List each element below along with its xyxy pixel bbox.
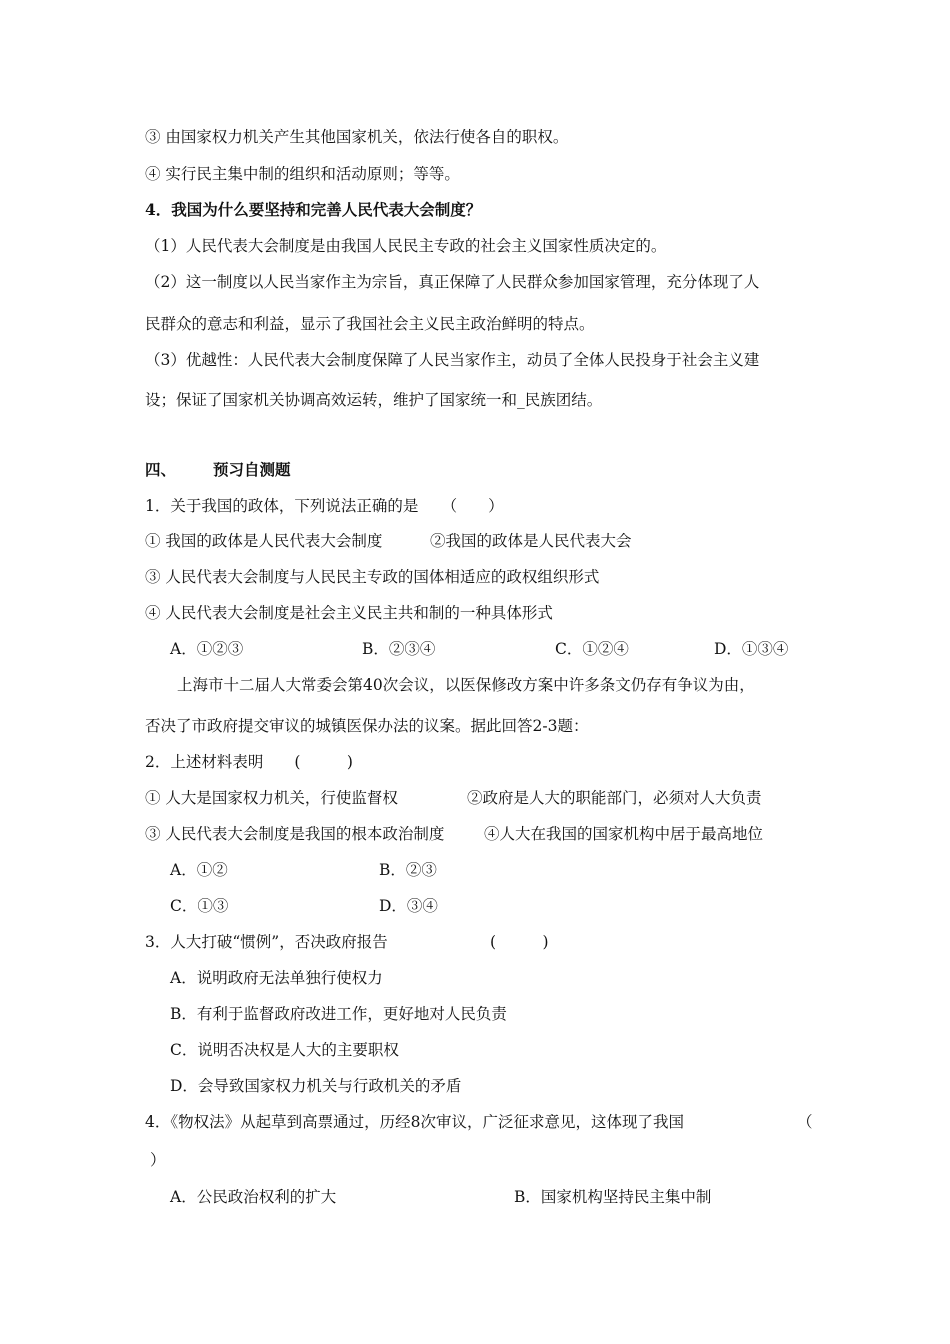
- question-3: 3．人大打破“惯例”，否决政府报告: [145, 933, 388, 951]
- answer-bracket-close: ）: [150, 1151, 166, 1169]
- option-c: C．①②④: [555, 640, 629, 658]
- material-text: 上海市十二届人大常委会第40次会议，以医保修改方案中许多条文仍存有争议为由，: [177, 676, 755, 694]
- option-d: D．会导致国家权力机关与行政机关的矛盾: [170, 1077, 462, 1095]
- option-d: D．③④: [379, 897, 438, 915]
- statement: ②我国的政体是人民代表大会: [430, 532, 632, 550]
- statement: ②政府是人大的职能部门，必须对人大负责: [467, 789, 762, 807]
- text-line: （3）优越性：人民代表大会制度保障了人民当家作主，动员了全体人民投身于社会主义建: [145, 351, 760, 369]
- text-line: （2）这一制度以人民当家作主为宗旨，真正保障了人民群众参加国家管理，充分体现了人: [145, 273, 760, 291]
- text-line: （1）人民代表大会制度是由我国人民民主专政的社会主义国家性质决定的。: [145, 237, 667, 255]
- material-text: 否决了市政府提交审议的城镇医保办法的议案。据此回答2-3题：: [145, 717, 589, 735]
- option-c: C．①③: [170, 897, 229, 915]
- option-a: A．①②: [170, 861, 228, 879]
- section-title: 预习自测题: [213, 460, 291, 479]
- text-line: ③ 由国家权力机关产生其他国家机关，依法行使各自的职权。: [145, 128, 569, 146]
- text-line: 设；保证了国家机关协调高效运转，维护了国家统一和_民族团结。: [145, 391, 603, 409]
- answer-bracket: ( ): [490, 933, 549, 951]
- option-b: B．②③④: [362, 640, 436, 658]
- text-line: ④ 实行民主集中制的组织和活动原则；等等。: [145, 165, 460, 183]
- statement: ③ 人民代表大会制度与人民民主专政的国体相适应的政权组织形式: [145, 568, 600, 586]
- option-c: C．说明否决权是人大的主要职权: [170, 1041, 399, 1059]
- option-a: A．①②③: [170, 640, 244, 658]
- answer-bracket-open: （: [797, 1113, 813, 1131]
- question-4: 4．《物权法》从起草到高票通过，历经8次审议，广泛征求意见，这体现了我国: [145, 1113, 684, 1131]
- option-b: B．有利于监督政府改进工作，更好地对人民负责: [170, 1005, 507, 1023]
- option-a: A．公民政治权利的扩大: [170, 1188, 337, 1206]
- statement: ④人大在我国的国家机构中居于最高地位: [484, 825, 764, 843]
- question-2: 2．上述材料表明 ( ): [145, 753, 353, 771]
- statement: ① 人大是国家权力机关，行使监督权: [145, 789, 398, 807]
- option-b: B．国家机构坚持民主集中制: [514, 1188, 712, 1206]
- text-line: 民群众的意志和利益，显示了我国社会主义民主政治鲜明的特点。: [145, 315, 595, 333]
- option-d: D．①③④: [714, 640, 789, 658]
- section-number: 四、: [145, 460, 177, 479]
- question-heading: 4．我国为什么要坚持和完善人民代表大会制度？: [145, 200, 482, 219]
- statement: ④ 人民代表大会制度是社会主义民主共和制的一种具体形式: [145, 604, 553, 622]
- option-a: A．说明政府无法单独行使权力: [170, 969, 383, 987]
- question-1: 1．关于我国的政体，下列说法正确的是 （ ）: [145, 497, 504, 515]
- statement: ③ 人民代表大会制度是我国的根本政治制度: [145, 825, 445, 843]
- statement: ① 我国的政体是人民代表大会制度: [145, 532, 383, 550]
- option-b: B．②③: [379, 861, 437, 879]
